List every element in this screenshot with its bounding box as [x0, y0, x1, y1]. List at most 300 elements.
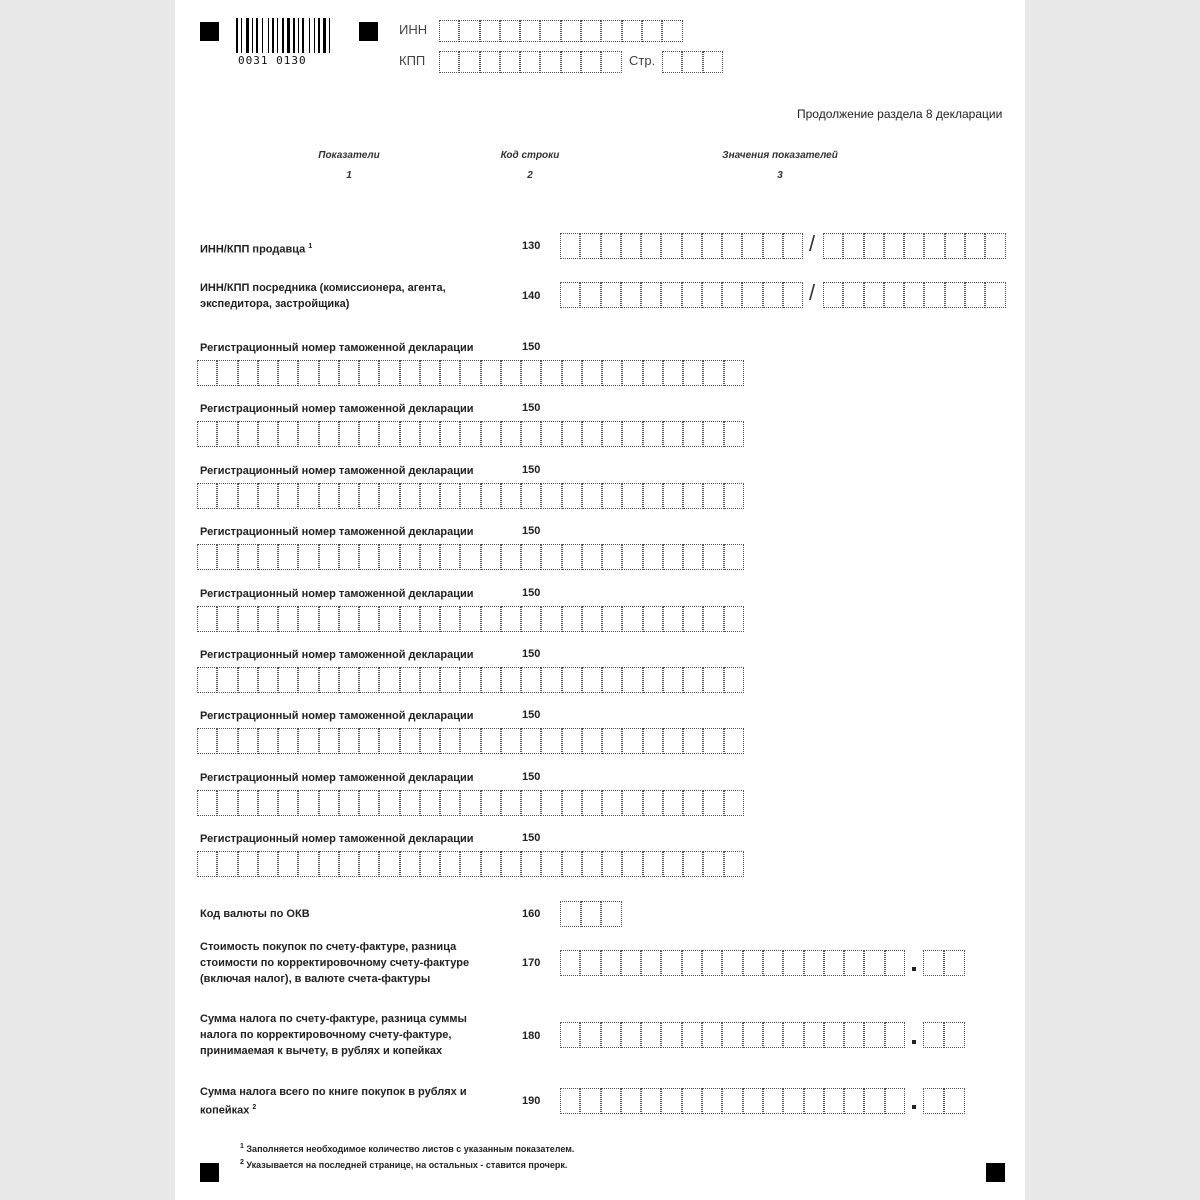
- character-cell[interactable]: [460, 360, 480, 386]
- character-cell[interactable]: [864, 1088, 884, 1114]
- character-cell[interactable]: [580, 282, 600, 308]
- character-cell[interactable]: [663, 851, 683, 877]
- character-cell[interactable]: [662, 51, 682, 73]
- character-cell[interactable]: [521, 421, 541, 447]
- character-cell[interactable]: [258, 544, 278, 570]
- character-cell[interactable]: [258, 728, 278, 754]
- character-cell[interactable]: [339, 421, 359, 447]
- character-cell[interactable]: [581, 901, 602, 927]
- character-cell[interactable]: [561, 20, 581, 42]
- character-cell[interactable]: [339, 606, 359, 632]
- character-cell[interactable]: [339, 790, 359, 816]
- character-cell[interactable]: [217, 483, 237, 509]
- character-cell[interactable]: [661, 1088, 681, 1114]
- character-cell[interactable]: [724, 606, 744, 632]
- character-cell[interactable]: [278, 606, 298, 632]
- character-cell[interactable]: [702, 1088, 722, 1114]
- character-cell[interactable]: [683, 360, 703, 386]
- character-cell[interactable]: [481, 544, 501, 570]
- character-cell[interactable]: [703, 483, 723, 509]
- character-cell[interactable]: [580, 1022, 600, 1048]
- character-cell[interactable]: [521, 667, 541, 693]
- character-cell[interactable]: [864, 233, 884, 259]
- character-cell[interactable]: [885, 1022, 905, 1048]
- character-cell[interactable]: [400, 421, 420, 447]
- character-cell[interactable]: [763, 950, 783, 976]
- character-cell[interactable]: [703, 606, 723, 632]
- character-cell[interactable]: [844, 1088, 864, 1114]
- character-cell[interactable]: [379, 544, 399, 570]
- character-cell[interactable]: [481, 728, 501, 754]
- character-cell[interactable]: [581, 51, 601, 73]
- character-cell[interactable]: [217, 667, 237, 693]
- character-cell[interactable]: [683, 728, 703, 754]
- character-cell[interactable]: [481, 360, 501, 386]
- character-cell[interactable]: [541, 728, 561, 754]
- character-cell[interactable]: [601, 1022, 621, 1048]
- character-cell[interactable]: [602, 360, 622, 386]
- character-cell[interactable]: [439, 51, 459, 73]
- character-cell[interactable]: [379, 483, 399, 509]
- character-cell[interactable]: [460, 790, 480, 816]
- character-cell[interactable]: [643, 360, 663, 386]
- character-cell[interactable]: [884, 282, 904, 308]
- character-cell[interactable]: [703, 51, 723, 73]
- character-cell[interactable]: [661, 950, 681, 976]
- character-cell[interactable]: [460, 606, 480, 632]
- character-cell[interactable]: [702, 950, 722, 976]
- character-cell[interactable]: [864, 282, 884, 308]
- character-cell[interactable]: [197, 606, 217, 632]
- character-cell[interactable]: [621, 233, 641, 259]
- character-cell[interactable]: [824, 1088, 844, 1114]
- character-cell[interactable]: [400, 544, 420, 570]
- character-cell[interactable]: [298, 790, 318, 816]
- character-cell[interactable]: [278, 360, 298, 386]
- character-cell[interactable]: [420, 421, 440, 447]
- character-cell[interactable]: [904, 233, 924, 259]
- character-cell[interactable]: [560, 901, 581, 927]
- character-cell[interactable]: [298, 851, 318, 877]
- character-cell[interactable]: [844, 1022, 864, 1048]
- character-cell[interactable]: [217, 728, 237, 754]
- character-cell[interactable]: [904, 282, 924, 308]
- character-cell[interactable]: [682, 1088, 702, 1114]
- character-cell[interactable]: [923, 1022, 944, 1048]
- character-cell[interactable]: [582, 421, 602, 447]
- character-cell[interactable]: [743, 1088, 763, 1114]
- character-cell[interactable]: [560, 1022, 580, 1048]
- character-cell[interactable]: [682, 950, 702, 976]
- character-cell[interactable]: [521, 790, 541, 816]
- character-cell[interactable]: [643, 544, 663, 570]
- character-cell[interactable]: [622, 483, 642, 509]
- character-cell[interactable]: [460, 483, 480, 509]
- character-cell[interactable]: [783, 950, 803, 976]
- character-cell[interactable]: [541, 667, 561, 693]
- character-cell[interactable]: [663, 728, 683, 754]
- character-cell[interactable]: [298, 483, 318, 509]
- character-cell[interactable]: [582, 790, 602, 816]
- character-cell[interactable]: [400, 360, 420, 386]
- tax-amount-kopecks-field[interactable]: [923, 1022, 965, 1048]
- character-cell[interactable]: [197, 421, 217, 447]
- character-cell[interactable]: [278, 728, 298, 754]
- character-cell[interactable]: [783, 1022, 803, 1048]
- character-cell[interactable]: [420, 790, 440, 816]
- character-cell[interactable]: [379, 360, 399, 386]
- character-cell[interactable]: [258, 851, 278, 877]
- character-cell[interactable]: [763, 1088, 783, 1114]
- character-cell[interactable]: [621, 282, 641, 308]
- character-cell[interactable]: [602, 728, 622, 754]
- kpp-field[interactable]: [439, 51, 622, 73]
- character-cell[interactable]: [440, 790, 460, 816]
- character-cell[interactable]: [601, 51, 621, 73]
- character-cell[interactable]: [459, 20, 479, 42]
- character-cell[interactable]: [562, 851, 582, 877]
- character-cell[interactable]: [621, 1088, 641, 1114]
- character-cell[interactable]: [359, 606, 379, 632]
- character-cell[interactable]: [965, 282, 985, 308]
- character-cell[interactable]: [562, 790, 582, 816]
- customs-declaration-number-field[interactable]: [197, 790, 744, 816]
- character-cell[interactable]: [823, 282, 843, 308]
- character-cell[interactable]: [501, 851, 521, 877]
- character-cell[interactable]: [400, 851, 420, 877]
- character-cell[interactable]: [985, 282, 1005, 308]
- page-number-field[interactable]: [662, 51, 723, 73]
- character-cell[interactable]: [622, 667, 642, 693]
- character-cell[interactable]: [562, 728, 582, 754]
- character-cell[interactable]: [885, 1088, 905, 1114]
- character-cell[interactable]: [481, 851, 501, 877]
- character-cell[interactable]: [258, 606, 278, 632]
- character-cell[interactable]: [217, 606, 237, 632]
- character-cell[interactable]: [622, 544, 642, 570]
- character-cell[interactable]: [923, 1088, 944, 1114]
- character-cell[interactable]: [724, 851, 744, 877]
- character-cell[interactable]: [722, 950, 742, 976]
- character-cell[interactable]: [339, 851, 359, 877]
- character-cell[interactable]: [319, 728, 339, 754]
- character-cell[interactable]: [582, 360, 602, 386]
- character-cell[interactable]: [622, 360, 642, 386]
- character-cell[interactable]: [379, 421, 399, 447]
- character-cell[interactable]: [460, 544, 480, 570]
- character-cell[interactable]: [724, 667, 744, 693]
- character-cell[interactable]: [743, 950, 763, 976]
- customs-declaration-number-field[interactable]: [197, 728, 744, 754]
- character-cell[interactable]: [643, 606, 663, 632]
- character-cell[interactable]: [420, 667, 440, 693]
- character-cell[interactable]: [420, 728, 440, 754]
- character-cell[interactable]: [622, 20, 642, 42]
- character-cell[interactable]: [420, 483, 440, 509]
- character-cell[interactable]: [521, 606, 541, 632]
- intermediary-inn-field[interactable]: [560, 282, 803, 308]
- character-cell[interactable]: [339, 667, 359, 693]
- character-cell[interactable]: [582, 606, 602, 632]
- seller-kpp-field[interactable]: [823, 233, 1006, 259]
- character-cell[interactable]: [641, 233, 661, 259]
- character-cell[interactable]: [582, 728, 602, 754]
- character-cell[interactable]: [501, 728, 521, 754]
- character-cell[interactable]: [540, 20, 560, 42]
- character-cell[interactable]: [217, 851, 237, 877]
- character-cell[interactable]: [339, 728, 359, 754]
- character-cell[interactable]: [602, 851, 622, 877]
- character-cell[interactable]: [501, 360, 521, 386]
- character-cell[interactable]: [661, 1022, 681, 1048]
- character-cell[interactable]: [481, 421, 501, 447]
- character-cell[interactable]: [560, 233, 580, 259]
- character-cell[interactable]: [400, 790, 420, 816]
- character-cell[interactable]: [379, 728, 399, 754]
- character-cell[interactable]: [278, 790, 298, 816]
- character-cell[interactable]: [278, 483, 298, 509]
- character-cell[interactable]: [945, 282, 965, 308]
- character-cell[interactable]: [197, 851, 217, 877]
- character-cell[interactable]: [481, 790, 501, 816]
- character-cell[interactable]: [683, 483, 703, 509]
- character-cell[interactable]: [843, 233, 863, 259]
- character-cell[interactable]: [582, 544, 602, 570]
- character-cell[interactable]: [541, 851, 561, 877]
- character-cell[interactable]: [298, 360, 318, 386]
- currency-code-field[interactable]: [560, 901, 622, 927]
- character-cell[interactable]: [217, 360, 237, 386]
- character-cell[interactable]: [844, 950, 864, 976]
- character-cell[interactable]: [804, 950, 824, 976]
- character-cell[interactable]: [602, 421, 622, 447]
- character-cell[interactable]: [238, 667, 258, 693]
- character-cell[interactable]: [459, 51, 479, 73]
- character-cell[interactable]: [722, 233, 742, 259]
- character-cell[interactable]: [642, 20, 662, 42]
- character-cell[interactable]: [541, 544, 561, 570]
- character-cell[interactable]: [359, 790, 379, 816]
- character-cell[interactable]: [481, 483, 501, 509]
- character-cell[interactable]: [682, 1022, 702, 1048]
- character-cell[interactable]: [460, 667, 480, 693]
- character-cell[interactable]: [663, 483, 683, 509]
- customs-declaration-number-field[interactable]: [197, 544, 744, 570]
- character-cell[interactable]: [440, 728, 460, 754]
- character-cell[interactable]: [641, 950, 661, 976]
- character-cell[interactable]: [217, 421, 237, 447]
- character-cell[interactable]: [622, 851, 642, 877]
- character-cell[interactable]: [521, 544, 541, 570]
- tax-amount-rubles-field[interactable]: [560, 1022, 905, 1048]
- purchase-cost-kopecks-field[interactable]: [923, 950, 965, 976]
- character-cell[interactable]: [520, 20, 540, 42]
- character-cell[interactable]: [319, 606, 339, 632]
- character-cell[interactable]: [643, 667, 663, 693]
- character-cell[interactable]: [420, 851, 440, 877]
- character-cell[interactable]: [197, 728, 217, 754]
- character-cell[interactable]: [298, 606, 318, 632]
- character-cell[interactable]: [703, 790, 723, 816]
- character-cell[interactable]: [238, 851, 258, 877]
- character-cell[interactable]: [661, 282, 681, 308]
- character-cell[interactable]: [440, 606, 460, 632]
- intermediary-kpp-field[interactable]: [823, 282, 1006, 308]
- character-cell[interactable]: [621, 1022, 641, 1048]
- character-cell[interactable]: [238, 360, 258, 386]
- character-cell[interactable]: [703, 544, 723, 570]
- character-cell[interactable]: [641, 282, 661, 308]
- character-cell[interactable]: [481, 667, 501, 693]
- character-cell[interactable]: [197, 544, 217, 570]
- character-cell[interactable]: [217, 790, 237, 816]
- character-cell[interactable]: [884, 233, 904, 259]
- character-cell[interactable]: [319, 851, 339, 877]
- character-cell[interactable]: [339, 483, 359, 509]
- character-cell[interactable]: [500, 20, 520, 42]
- character-cell[interactable]: [602, 667, 622, 693]
- character-cell[interactable]: [541, 360, 561, 386]
- character-cell[interactable]: [359, 851, 379, 877]
- character-cell[interactable]: [440, 544, 460, 570]
- character-cell[interactable]: [440, 421, 460, 447]
- character-cell[interactable]: [319, 421, 339, 447]
- character-cell[interactable]: [440, 483, 460, 509]
- character-cell[interactable]: [238, 728, 258, 754]
- character-cell[interactable]: [400, 483, 420, 509]
- character-cell[interactable]: [379, 790, 399, 816]
- character-cell[interactable]: [400, 667, 420, 693]
- character-cell[interactable]: [217, 544, 237, 570]
- character-cell[interactable]: [501, 483, 521, 509]
- character-cell[interactable]: [722, 1022, 742, 1048]
- character-cell[interactable]: [965, 233, 985, 259]
- character-cell[interactable]: [683, 421, 703, 447]
- character-cell[interactable]: [724, 790, 744, 816]
- character-cell[interactable]: [481, 606, 501, 632]
- total-tax-rubles-field[interactable]: [560, 1088, 905, 1114]
- character-cell[interactable]: [562, 360, 582, 386]
- character-cell[interactable]: [742, 233, 762, 259]
- character-cell[interactable]: [924, 282, 944, 308]
- character-cell[interactable]: [944, 950, 965, 976]
- character-cell[interactable]: [602, 606, 622, 632]
- character-cell[interactable]: [724, 544, 744, 570]
- character-cell[interactable]: [702, 1022, 722, 1048]
- character-cell[interactable]: [722, 282, 742, 308]
- character-cell[interactable]: [238, 483, 258, 509]
- character-cell[interactable]: [601, 950, 621, 976]
- character-cell[interactable]: [843, 282, 863, 308]
- character-cell[interactable]: [804, 1088, 824, 1114]
- character-cell[interactable]: [238, 544, 258, 570]
- character-cell[interactable]: [722, 1088, 742, 1114]
- character-cell[interactable]: [663, 544, 683, 570]
- character-cell[interactable]: [924, 233, 944, 259]
- character-cell[interactable]: [319, 360, 339, 386]
- character-cell[interactable]: [703, 360, 723, 386]
- character-cell[interactable]: [319, 483, 339, 509]
- character-cell[interactable]: [582, 667, 602, 693]
- character-cell[interactable]: [521, 728, 541, 754]
- character-cell[interactable]: [601, 1088, 621, 1114]
- character-cell[interactable]: [197, 360, 217, 386]
- character-cell[interactable]: [703, 851, 723, 877]
- character-cell[interactable]: [359, 483, 379, 509]
- character-cell[interactable]: [298, 544, 318, 570]
- character-cell[interactable]: [683, 851, 703, 877]
- character-cell[interactable]: [581, 20, 601, 42]
- character-cell[interactable]: [197, 790, 217, 816]
- character-cell[interactable]: [602, 790, 622, 816]
- character-cell[interactable]: [560, 950, 580, 976]
- character-cell[interactable]: [641, 1088, 661, 1114]
- character-cell[interactable]: [724, 360, 744, 386]
- character-cell[interactable]: [682, 51, 702, 73]
- character-cell[interactable]: [440, 667, 460, 693]
- character-cell[interactable]: [460, 728, 480, 754]
- character-cell[interactable]: [602, 483, 622, 509]
- character-cell[interactable]: [562, 421, 582, 447]
- character-cell[interactable]: [278, 421, 298, 447]
- character-cell[interactable]: [562, 544, 582, 570]
- character-cell[interactable]: [622, 790, 642, 816]
- character-cell[interactable]: [601, 233, 621, 259]
- character-cell[interactable]: [501, 667, 521, 693]
- customs-declaration-number-field[interactable]: [197, 851, 744, 877]
- character-cell[interactable]: [643, 483, 663, 509]
- character-cell[interactable]: [944, 1022, 965, 1048]
- character-cell[interactable]: [379, 606, 399, 632]
- character-cell[interactable]: [885, 950, 905, 976]
- character-cell[interactable]: [379, 851, 399, 877]
- character-cell[interactable]: [278, 544, 298, 570]
- character-cell[interactable]: [439, 20, 459, 42]
- character-cell[interactable]: [580, 1088, 600, 1114]
- character-cell[interactable]: [663, 790, 683, 816]
- character-cell[interactable]: [743, 1022, 763, 1048]
- character-cell[interactable]: [601, 20, 621, 42]
- character-cell[interactable]: [501, 606, 521, 632]
- character-cell[interactable]: [258, 790, 278, 816]
- character-cell[interactable]: [763, 282, 783, 308]
- character-cell[interactable]: [945, 233, 965, 259]
- character-cell[interactable]: [319, 790, 339, 816]
- character-cell[interactable]: [622, 728, 642, 754]
- character-cell[interactable]: [783, 233, 803, 259]
- character-cell[interactable]: [359, 544, 379, 570]
- character-cell[interactable]: [601, 282, 621, 308]
- character-cell[interactable]: [622, 421, 642, 447]
- purchase-cost-rubles-field[interactable]: [560, 950, 905, 976]
- character-cell[interactable]: [582, 851, 602, 877]
- character-cell[interactable]: [703, 421, 723, 447]
- character-cell[interactable]: [359, 421, 379, 447]
- total-tax-kopecks-field[interactable]: [923, 1088, 965, 1114]
- character-cell[interactable]: [663, 421, 683, 447]
- character-cell[interactable]: [641, 1022, 661, 1048]
- character-cell[interactable]: [661, 233, 681, 259]
- character-cell[interactable]: [420, 606, 440, 632]
- customs-declaration-number-field[interactable]: [197, 483, 744, 509]
- character-cell[interactable]: [804, 1022, 824, 1048]
- character-cell[interactable]: [298, 667, 318, 693]
- character-cell[interactable]: [520, 51, 540, 73]
- character-cell[interactable]: [298, 728, 318, 754]
- character-cell[interactable]: [541, 790, 561, 816]
- character-cell[interactable]: [359, 728, 379, 754]
- character-cell[interactable]: [258, 360, 278, 386]
